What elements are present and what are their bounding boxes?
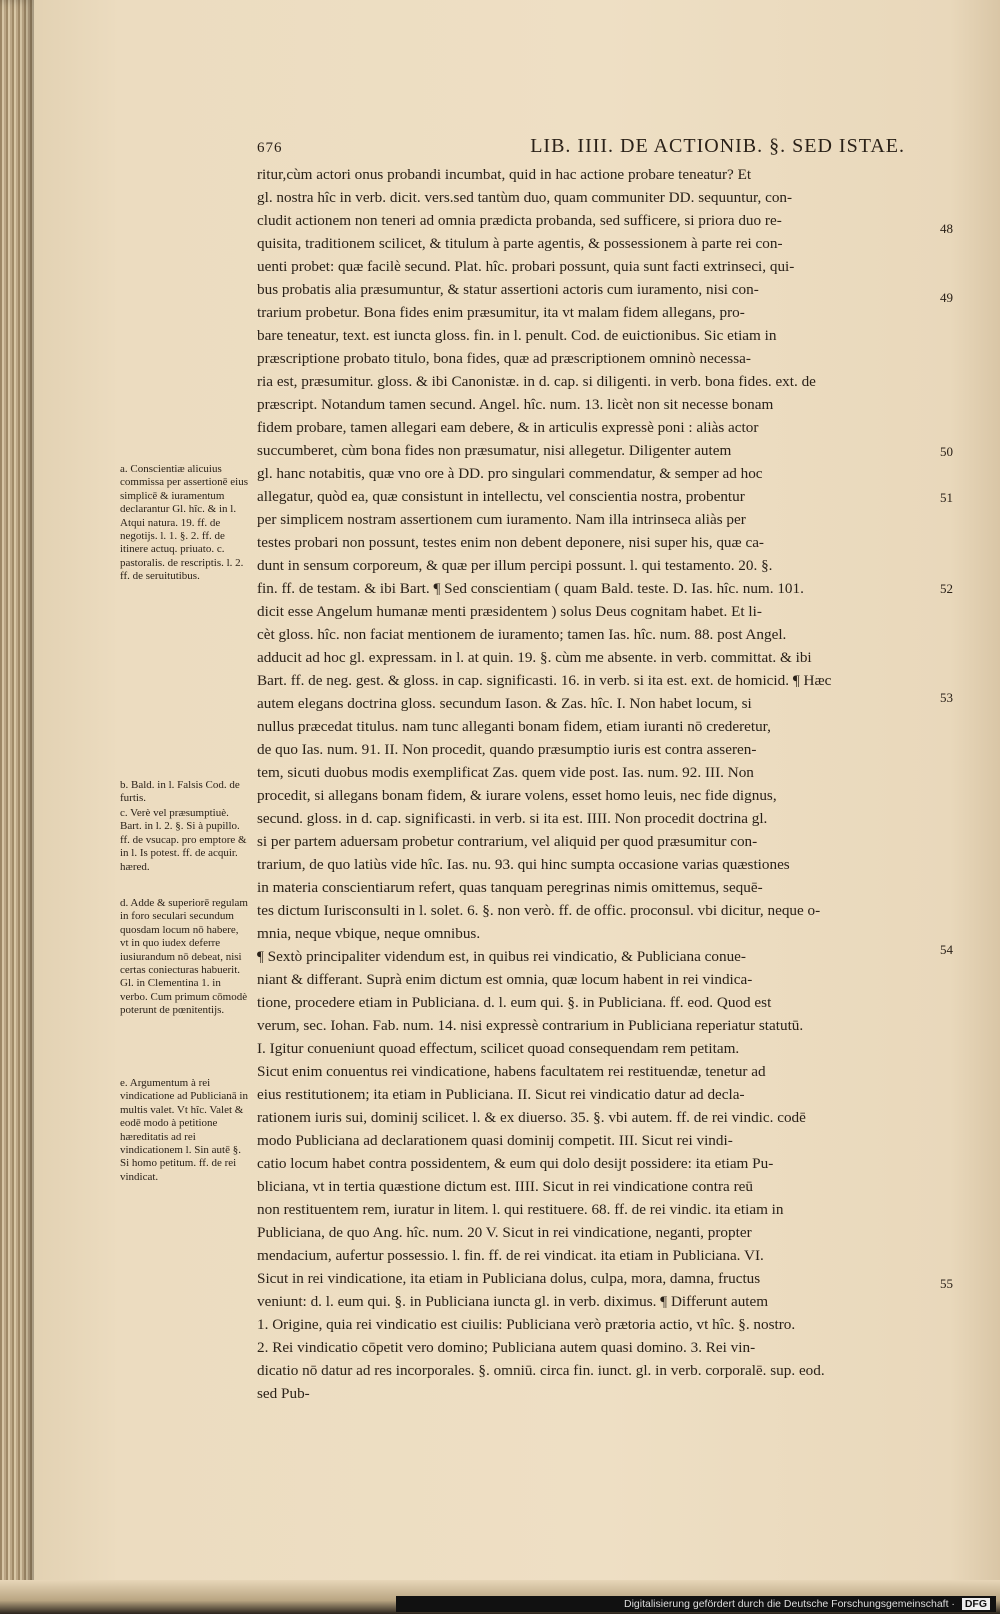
text-line: cèt gloss. hîc. non faciat mentionem de iuramento; tamen Ias. hîc. num. 88. post Angel. [257, 626, 787, 643]
text-line: tes dictum Iurisconsulti in l. solet. 6. §. non verò. ff. de offic. proconsul. vbi dicitur, neque o- [257, 902, 821, 919]
text-line: fin. ff. de testam. & ibi Bart. ¶ Sed conscientiam ( quam Bald. teste. D. Ias. hîc. num. 101. [257, 580, 804, 597]
text-line: cludit actionem non teneri ad omnia prædicta probanda, sed sufficere, si priora duo re- [257, 212, 782, 229]
credit-text: Digitalisierung gefördert durch die Deutsche Forschungsgemeinschaft · [623, 1598, 955, 1610]
margin-note-a: a. Conscientiæ alicuius commissa per assertionē eius simplicē & iuramentum declarantur Gl. hîc. & in l. Atqui natura. 19. ff. de negotijs. l. 1. §. 2. ff. de itinere actuq. priuato. c. pastoralis. de rescriptis. l. 2. ff. de seruitutibus. [120, 463, 248, 583]
text-line: I. Igitur conueniunt quoad effectum, scilicet quoad consequendam rem petitam. [257, 1040, 740, 1057]
section-number: 52 [940, 581, 953, 596]
dfg-logo: DFG [962, 1598, 990, 1610]
section-number: 49 [940, 290, 953, 305]
section-number: 54 [940, 942, 953, 957]
text-line: nullus præcedat titulus. nam tunc alleganti bonam fidem, etiam iuranti nō crederetur, [257, 718, 771, 735]
text-line: adducit ad hoc gl. expressam. in l. at quin. 19. §. cùm me absente. in verb. committat. & ibi [257, 649, 812, 666]
text-line: fidem probare, tamen allegari eam debere, & in articulis expressè poni : aliàs actor [257, 419, 759, 436]
text-line: quisita, traditionem scilicet, & titulum à parte agentis, & possessionem à parte rei con- [257, 235, 783, 252]
text-line: bus probatis alia præsumuntur, & statur assertioni actoris cum iuramento, nisi con- [257, 281, 759, 298]
text-line: 1. Origine, quia rei vindicatio est ciuilis: Publiciana verò prætoria actio, vt hîc. §. nostro. [257, 1316, 796, 1333]
text-line: dicit esse Angelum humanæ menti præsidentem ) solus Deus cognitam habet. Et li- [257, 603, 762, 620]
text-line: si per partem aduersam probetur contrarium, vel aliquid per quod præsumitur con- [257, 833, 758, 850]
text-line: trarium probetur. Bona fides enim præsumitur, ita vt malam fidem allegans, pro- [257, 304, 745, 321]
text-line: testes probari non possunt, testes enim non debent deponere, nisi super his, quæ ca- [257, 534, 764, 551]
text-line: Sicut enim conuentus rei vindicatione, habens facultatem rei restituendæ, tenetur ad [257, 1063, 766, 1080]
text-line: ria est, præsumitur. gloss. & ibi Canonistæ. in d. cap. si diligenti. in verb. bona fides. ext. de [257, 373, 816, 390]
text-line: mnia, neque vbique, neque omnibus. [257, 925, 481, 942]
text-line: succumberet, cùm bona fides non præsumatur, nisi allegetur. Diligenter autem [257, 442, 732, 459]
text-line: niant & differant. Suprà enim dictum est omnia, quæ locum habent in rei vindica- [257, 971, 753, 988]
running-header [257, 135, 905, 158]
text-line: bliciana, vt in tertia quæstione dictum est. IIII. Sicut in rei vindicatione contra reū [257, 1178, 753, 1195]
page-number: 676 [257, 140, 283, 156]
text-line: dicatio nō datur ad res incorporales. §. omniū. circa fin. iunct. gl. in verb. corporalē. sup. eod. [257, 1362, 825, 1379]
text-line: gl. nostra hîc in verb. dicit. vers.sed tantùm duo, quam communiter DD. sequuntur, con- [257, 189, 793, 206]
text-line: non restituentem rem, iuratur in litem. l. qui restituere. 68. ff. de rei vindic. ita etiam in [257, 1201, 784, 1218]
text-line: ritur,cùm actori onus probandi incumbat, quid in hac actione probare teneatur? Et [257, 166, 752, 183]
margin-note-d: d. Adde & superiorē regulam in foro seculari secundum quosdam locum nō habere, vt in quo iudex deferre iusiurandum nō debeat, nisi certas coniecturas habuerit. Gl. in Clementina 1. in verbo. Cum primum cōmodè poterunt de pœnitentijs. [120, 897, 248, 1017]
text-line: 2. Rei vindicatio cōpetit vero domino; Publiciana autem quasi domino. 3. Rei vin- [257, 1339, 756, 1356]
text-line: Bart. ff. de neg. gest. & gloss. in cap. significasti. 16. in verb. si ita est. ext. de homicid. ¶ Hæc [257, 672, 832, 689]
main-text-column [257, 163, 905, 1405]
digitization-credit [396, 1596, 996, 1612]
text-line: per simplicem nostram assertionem cum iuramento. Nam illa intrinseca aliàs per [257, 511, 746, 528]
text-line: bare teneatur, text. est iuncta gloss. fin. in l. penult. Cod. de euictionibus. Sic etiam in [257, 327, 777, 344]
text-line: de quo Ias. num. 91. II. Non procedit, quando præsumptio iuris est contra asseren- [257, 741, 757, 758]
text-line: verum, sec. Iohan. Fab. num. 14. nisi expressè contrarium in Publiciana reperiatur statutū. [257, 1017, 804, 1034]
text-line: veniunt: d. l. eum qui. §. in Publiciana iuncta gl. in verb. diximus. ¶ Differunt autem [257, 1293, 769, 1310]
text-line: catio locum habet contra possidentem, & eum qui dolo desijt possidere: ita etiam Pu- [257, 1155, 774, 1172]
section-number: 50 [940, 444, 953, 459]
text-line: secund. gloss. in d. cap. significasti. in verb. si ita est. IIII. Non procedit doctrina gl. [257, 810, 768, 827]
text-line: mendacium, aufertur possessio. l. fin. ff. de rei vindicat. ita etiam in Publiciana. VI. [257, 1247, 764, 1264]
text-line: gl. hanc notabitis, quæ vno ore à DD. pro singulari commendatur, & semper ad hoc [257, 465, 763, 482]
text-line: modo Publiciana ad declarationem quasi dominij competit. III. Sicut rei vindi- [257, 1132, 733, 1149]
text-line: Sicut in rei vindicatione, ita etiam in Publiciana dolus, culpa, mora, damna, fructus [257, 1270, 761, 1287]
text-line: tione, procedere etiam in Publiciana. d. l. eum qui. §. in Publiciana. ff. eod. Quod est [257, 994, 772, 1011]
text-line: Publiciana, de quo Ang. hîc. num. 20 V. Sicut in rei vindicatione, neganti, propter [257, 1224, 752, 1241]
text-line: rationem iuris sui, dominij scilicet. l. & ex diuerso. 35. §. vbi autem. ff. de rei vindic. codē [257, 1109, 806, 1126]
text-line: ¶ Sextò principaliter videndum est, in quibus rei vindicatio, & Publiciana conue- [257, 948, 746, 965]
margin-note-c: c. Verè vel præsumptiuè. Bart. in l. 2. §. Si à pupillo. ff. de vsucap. pro emptore & in l. Is potest. ff. de acquir. hæred. [120, 807, 247, 873]
section-number: 48 [940, 221, 953, 236]
text-line: sed Pub- [257, 1385, 310, 1402]
text-line: in materia conscientiarum refert, quas tanquam peregrinas nimis omittemus, sequē- [257, 879, 763, 896]
page-stack-edge-left [0, 0, 34, 1614]
text-line: procedit, si allegans bonam fidem, & iurare volens, esset homo leuis, nec fide dignus, [257, 787, 777, 804]
text-line: uenti probet: quæ facilè secund. Plat. hîc. probari possunt, quia sunt facti extrinseci, qui- [257, 258, 795, 275]
margin-note-b: b. Bald. in l. Falsis Cod. de furtis. [120, 779, 240, 805]
text-line: præscriptione probato titulo, bona fides, quæ ad præscriptionem omninò necessa- [257, 350, 751, 367]
margin-note-e: e. Argumentum à rei vindicatione ad Publicianā in multis valet. Vt hîc. Valet & eodē modo à petitione hæreditatis ad rei vindicationem l. Sin autē §. Si homo petitum. ff. de rei vindicat. [120, 1077, 248, 1183]
section-number: 55 [940, 1276, 953, 1291]
text-line: dunt in sensum corporeum, & quæ per illum percipi possunt. l. qui testamento. 20. §. [257, 557, 773, 574]
text-line: præscript. Notandum tamen secund. Angel. hîc. num. 13. licèt non sit necesse bonam [257, 396, 774, 413]
text-line: trarium, de quo latiùs vide hîc. Ias. nu. 93. qui hinc sumpta occasione varias quæstiones [257, 856, 790, 873]
section-number: 53 [940, 690, 953, 705]
text-line: tem, sicuti duobus modis exemplificat Zas. quem vide post. Ias. num. 92. III. Non [257, 764, 754, 781]
text-line: eius restitutionem; ita etiam in Publiciana. II. Sicut rei vindicatio datur ad decla- [257, 1086, 745, 1103]
section-number: 51 [940, 490, 953, 505]
running-title: LIB. IIII. DE ACTIONIB. §. SED ISTAE. [530, 135, 905, 157]
text-line: allegatur, quòd ea, quæ consistunt in intellectu, vel conscientia nostra, probentur [257, 488, 745, 505]
text-line: autem elegans doctrina gloss. secundum Iason. & Zas. hîc. I. Non habet locum, si [257, 695, 752, 712]
